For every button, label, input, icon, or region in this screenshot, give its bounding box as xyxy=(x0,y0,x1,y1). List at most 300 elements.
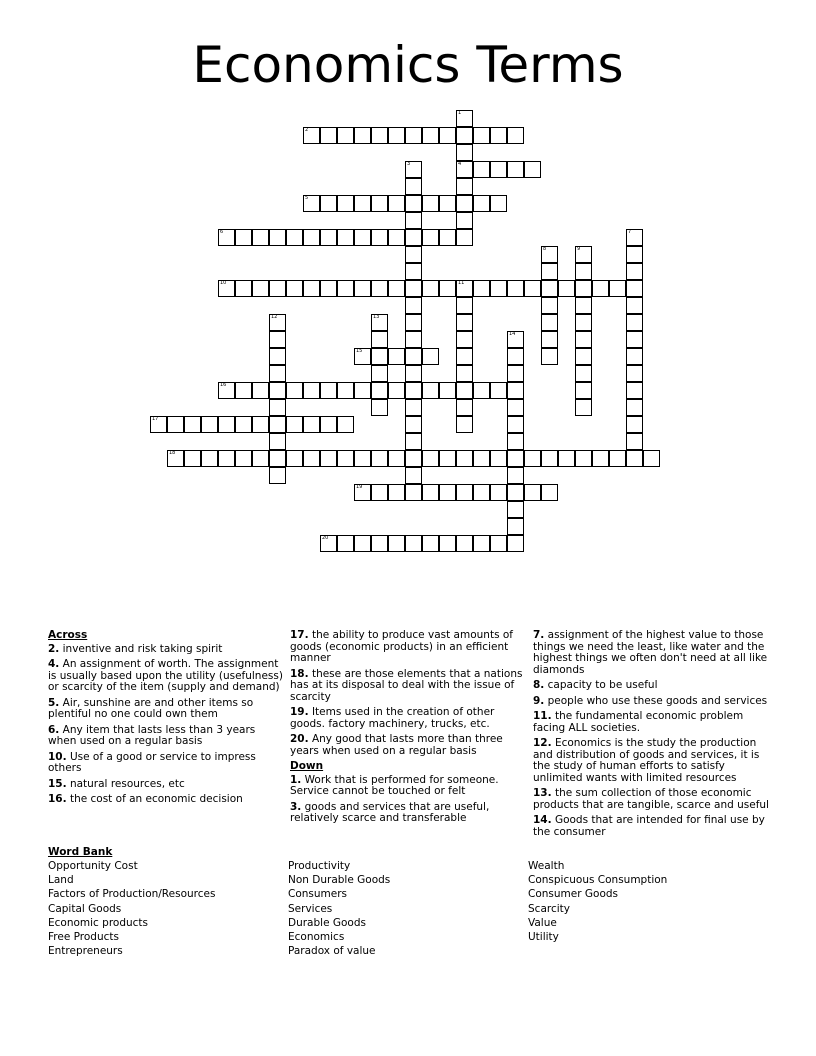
grid-cell[interactable] xyxy=(490,484,507,501)
grid-cell[interactable] xyxy=(490,161,507,178)
clue xyxy=(290,775,528,798)
grid-cell[interactable] xyxy=(320,535,337,552)
grid-cell[interactable] xyxy=(490,535,507,552)
clue-text: Economics is the study the production and distribution of goods and services, it is the study of human efforts to satisfy unlimited wants with limited resources xyxy=(533,737,760,784)
grid-cell[interactable] xyxy=(456,195,473,212)
grid-cell[interactable] xyxy=(371,382,388,399)
grid-cell[interactable] xyxy=(490,127,507,144)
grid-cell[interactable] xyxy=(490,450,507,467)
grid-cell[interactable] xyxy=(490,382,507,399)
grid-cell[interactable] xyxy=(558,450,575,467)
grid-cell[interactable] xyxy=(337,535,354,552)
clue xyxy=(290,630,528,665)
grid-cell[interactable] xyxy=(371,280,388,297)
grid-cell[interactable] xyxy=(456,416,473,433)
grid-cell[interactable] xyxy=(422,127,439,144)
grid-cell[interactable] xyxy=(473,280,490,297)
grid-cell[interactable] xyxy=(269,280,286,297)
grid-cell[interactable] xyxy=(626,280,643,297)
grid-cell[interactable] xyxy=(252,229,269,246)
grid-cell[interactable] xyxy=(456,484,473,501)
grid-cell[interactable] xyxy=(626,348,643,365)
grid-cell[interactable] xyxy=(541,297,558,314)
grid-cell[interactable] xyxy=(439,382,456,399)
grid-cell[interactable] xyxy=(541,246,558,263)
grid-cell[interactable] xyxy=(626,433,643,450)
grid-cell[interactable] xyxy=(286,382,303,399)
grid-cell[interactable] xyxy=(626,382,643,399)
grid-cell[interactable] xyxy=(507,127,524,144)
grid-cell[interactable] xyxy=(507,399,524,416)
clue-text: assignment of the highest value to those things we need the least, like water and the highest things we often don't need at all like diamonds xyxy=(533,629,768,676)
grid-cell[interactable] xyxy=(422,450,439,467)
word-bank-entry: Conspicuous Consumption xyxy=(528,874,668,887)
grid-cell[interactable] xyxy=(269,416,286,433)
clue xyxy=(48,725,286,748)
clue xyxy=(48,752,286,775)
grid-cell[interactable] xyxy=(405,450,422,467)
grid-cell[interactable] xyxy=(507,348,524,365)
grid-cell[interactable] xyxy=(405,348,422,365)
grid-cell[interactable] xyxy=(269,314,286,331)
grid-cell[interactable] xyxy=(286,229,303,246)
clue-number: 2. xyxy=(48,642,60,655)
grid-cell[interactable] xyxy=(388,127,405,144)
grid-cell[interactable] xyxy=(320,450,337,467)
grid-cell[interactable] xyxy=(524,484,541,501)
grid-cell[interactable] xyxy=(490,280,507,297)
grid-cell[interactable] xyxy=(337,416,354,433)
grid-cell[interactable] xyxy=(388,229,405,246)
clue xyxy=(48,659,286,694)
clue-text: the sum collection of those economic products that are tangible, scarce and useful xyxy=(533,787,769,811)
grid-cell[interactable] xyxy=(252,280,269,297)
grid-cell[interactable] xyxy=(405,365,422,382)
clue-text: Goods that are intended for final use by the consumer xyxy=(533,814,765,838)
grid-cell[interactable] xyxy=(626,450,643,467)
grid-cell[interactable] xyxy=(354,348,371,365)
clue-text: An assignment of worth. The assignment is usually based upon the utility (usefulness) or scarcity of the item (supply and demand) xyxy=(48,658,283,693)
grid-cell[interactable] xyxy=(405,535,422,552)
grid-cell[interactable] xyxy=(541,484,558,501)
grid-cell[interactable] xyxy=(507,501,524,518)
grid-cell[interactable] xyxy=(439,450,456,467)
clue-number: 8 xyxy=(543,246,547,252)
grid-cell[interactable] xyxy=(235,450,252,467)
grid-cell[interactable] xyxy=(575,331,592,348)
grid-cell[interactable] xyxy=(456,212,473,229)
grid-cell[interactable] xyxy=(456,144,473,161)
grid-cell[interactable] xyxy=(422,229,439,246)
grid-cell[interactable] xyxy=(218,229,235,246)
clue-text: inventive and risk taking spirit xyxy=(59,642,223,655)
grid-cell[interactable] xyxy=(507,535,524,552)
grid-cell[interactable] xyxy=(303,382,320,399)
grid-cell[interactable] xyxy=(507,382,524,399)
clue-number: 8. xyxy=(533,679,545,691)
grid-cell[interactable] xyxy=(218,416,235,433)
grid-cell[interactable] xyxy=(575,280,592,297)
grid-cell[interactable] xyxy=(473,450,490,467)
grid-cell[interactable] xyxy=(320,280,337,297)
grid-cell[interactable] xyxy=(167,416,184,433)
grid-cell[interactable] xyxy=(507,518,524,535)
grid-cell[interactable] xyxy=(507,161,524,178)
grid-cell[interactable] xyxy=(252,416,269,433)
word-bank xyxy=(48,845,112,859)
grid-cell[interactable] xyxy=(456,280,473,297)
puzzle-title: Economics Terms xyxy=(192,36,624,94)
clue-text: Use of a good or service to impress others xyxy=(48,750,256,774)
grid-cell[interactable] xyxy=(337,127,354,144)
grid-cell[interactable] xyxy=(303,450,320,467)
grid-cell[interactable] xyxy=(371,348,388,365)
grid-cell[interactable] xyxy=(337,450,354,467)
word-bank-entry: Free Products xyxy=(48,931,119,944)
clue xyxy=(533,711,771,734)
grid-cell[interactable] xyxy=(507,484,524,501)
grid-cell[interactable] xyxy=(626,399,643,416)
grid-cell[interactable] xyxy=(456,365,473,382)
grid-cell[interactable] xyxy=(354,280,371,297)
grid-cell[interactable] xyxy=(371,127,388,144)
grid-cell[interactable] xyxy=(541,450,558,467)
clue-number: 11 xyxy=(458,280,465,286)
clue-number: 13 xyxy=(373,314,380,320)
grid-cell[interactable] xyxy=(439,535,456,552)
grid-cell[interactable] xyxy=(354,382,371,399)
grid-cell[interactable] xyxy=(235,382,252,399)
grid-cell[interactable] xyxy=(643,450,660,467)
grid-cell[interactable] xyxy=(320,416,337,433)
grid-cell[interactable] xyxy=(235,416,252,433)
grid-cell[interactable] xyxy=(405,280,422,297)
grid-cell[interactable] xyxy=(286,280,303,297)
grid-cell[interactable] xyxy=(405,314,422,331)
clue-text: the cost of an economic decision xyxy=(66,793,243,805)
clue-text: Any item that lasts less than 3 years when used on a regular basis xyxy=(48,723,256,747)
grid-cell[interactable] xyxy=(473,484,490,501)
grid-cell[interactable] xyxy=(405,467,422,484)
grid-cell[interactable] xyxy=(201,416,218,433)
grid-cell[interactable] xyxy=(439,484,456,501)
grid-cell[interactable] xyxy=(592,450,609,467)
clue-text: people who use these goods and services xyxy=(544,694,768,707)
grid-cell[interactable] xyxy=(320,195,337,212)
grid-cell[interactable] xyxy=(524,280,541,297)
grid-cell[interactable] xyxy=(609,450,626,467)
grid-cell[interactable] xyxy=(473,161,490,178)
word-bank-entry: Productivity xyxy=(288,860,351,872)
grid-cell[interactable] xyxy=(422,382,439,399)
grid-cell[interactable] xyxy=(320,382,337,399)
grid-cell[interactable] xyxy=(371,484,388,501)
grid-cell[interactable] xyxy=(422,195,439,212)
grid-cell[interactable] xyxy=(405,297,422,314)
grid-cell[interactable] xyxy=(541,348,558,365)
grid-cell[interactable] xyxy=(422,535,439,552)
grid-cell[interactable] xyxy=(371,331,388,348)
grid-cell[interactable] xyxy=(252,450,269,467)
grid-cell[interactable] xyxy=(456,314,473,331)
clue-number: 13. xyxy=(533,787,552,799)
grid-cell[interactable] xyxy=(354,229,371,246)
grid-cell[interactable] xyxy=(626,314,643,331)
word-bank-entry: Economics xyxy=(288,931,345,944)
grid-cell[interactable] xyxy=(575,246,592,263)
grid-cell[interactable] xyxy=(405,433,422,450)
grid-cell[interactable] xyxy=(473,535,490,552)
clues-column-3 xyxy=(533,630,771,842)
grid-cell[interactable] xyxy=(541,331,558,348)
grid-cell[interactable] xyxy=(354,535,371,552)
grid-cell[interactable] xyxy=(252,382,269,399)
grid-cell[interactable] xyxy=(490,195,507,212)
grid-cell[interactable] xyxy=(439,229,456,246)
clue-text: the fundamental economic problem facing ALL societies. xyxy=(533,710,744,734)
grid-cell[interactable] xyxy=(371,365,388,382)
clue-number: 12 xyxy=(271,314,278,320)
grid-cell[interactable] xyxy=(405,331,422,348)
grid-cell[interactable] xyxy=(269,399,286,416)
grid-cell[interactable] xyxy=(150,416,167,433)
grid-cell[interactable] xyxy=(439,127,456,144)
grid-cell[interactable] xyxy=(422,484,439,501)
grid-cell[interactable] xyxy=(405,399,422,416)
grid-cell[interactable] xyxy=(269,331,286,348)
clue-number: 20 xyxy=(322,535,329,541)
clue-number: 19. xyxy=(290,706,309,718)
grid-cell[interactable] xyxy=(303,195,320,212)
grid-cell[interactable] xyxy=(507,450,524,467)
grid-cell[interactable] xyxy=(456,161,473,178)
grid-cell[interactable] xyxy=(405,195,422,212)
grid-cell[interactable] xyxy=(303,280,320,297)
grid-cell[interactable] xyxy=(354,484,371,501)
grid-cell[interactable] xyxy=(405,127,422,144)
grid-cell[interactable] xyxy=(337,382,354,399)
grid-cell[interactable] xyxy=(286,450,303,467)
grid-cell[interactable] xyxy=(388,382,405,399)
grid-cell[interactable] xyxy=(575,297,592,314)
grid-cell[interactable] xyxy=(167,450,184,467)
grid-cell[interactable] xyxy=(575,365,592,382)
clue xyxy=(290,734,528,757)
grid-cell[interactable] xyxy=(184,416,201,433)
clue-text: the ability to produce vast amounts of goods (economic products) in an efficient manner xyxy=(290,629,513,664)
grid-cell[interactable] xyxy=(456,229,473,246)
grid-cell[interactable] xyxy=(388,280,405,297)
grid-cell[interactable] xyxy=(269,365,286,382)
grid-cell[interactable] xyxy=(439,280,456,297)
grid-cell[interactable] xyxy=(507,433,524,450)
grid-cell[interactable] xyxy=(473,195,490,212)
word-bank-entry: Factors of Production/Resources xyxy=(48,888,216,901)
grid-cell[interactable] xyxy=(269,348,286,365)
grid-cell[interactable] xyxy=(507,280,524,297)
clue xyxy=(290,669,528,704)
grid-cell[interactable] xyxy=(405,161,422,178)
grid-cell[interactable] xyxy=(388,195,405,212)
grid-cell[interactable] xyxy=(524,161,541,178)
grid-cell[interactable] xyxy=(507,331,524,348)
grid-cell[interactable] xyxy=(524,450,541,467)
clue-number: 10. xyxy=(48,750,67,763)
grid-cell[interactable] xyxy=(320,229,337,246)
grid-cell[interactable] xyxy=(405,229,422,246)
grid-cell[interactable] xyxy=(575,399,592,416)
grid-cell[interactable] xyxy=(575,382,592,399)
grid-cell[interactable] xyxy=(184,450,201,467)
word-bank-entry: Non Durable Goods xyxy=(288,874,391,887)
grid-cell[interactable] xyxy=(269,229,286,246)
grid-cell[interactable] xyxy=(354,195,371,212)
clue-number: 7 xyxy=(628,229,632,235)
grid-cell[interactable] xyxy=(269,382,286,399)
grid-cell[interactable] xyxy=(405,484,422,501)
grid-cell[interactable] xyxy=(456,348,473,365)
grid-cell[interactable] xyxy=(575,314,592,331)
grid-cell[interactable] xyxy=(456,535,473,552)
grid-cell[interactable] xyxy=(405,416,422,433)
grid-cell[interactable] xyxy=(337,195,354,212)
clue xyxy=(533,630,771,676)
word-bank-entry: Economic products xyxy=(48,916,149,929)
word-bank-entry: Land xyxy=(48,874,74,887)
grid-cell[interactable] xyxy=(320,127,337,144)
grid-cell[interactable] xyxy=(303,127,320,144)
grid-cell[interactable] xyxy=(371,450,388,467)
grid-cell[interactable] xyxy=(507,365,524,382)
grid-cell[interactable] xyxy=(626,246,643,263)
grid-cell[interactable] xyxy=(201,450,218,467)
grid-cell[interactable] xyxy=(456,178,473,195)
grid-cell[interactable] xyxy=(286,416,303,433)
grid-cell[interactable] xyxy=(541,263,558,280)
clue-number: 2 xyxy=(305,127,309,133)
grid-cell[interactable] xyxy=(456,297,473,314)
down-heading: Down xyxy=(290,760,324,772)
clue-number: 19 xyxy=(356,484,363,490)
grid-cell[interactable] xyxy=(218,382,235,399)
grid-cell[interactable] xyxy=(388,450,405,467)
clue-number: 4. xyxy=(48,658,60,670)
grid-cell[interactable] xyxy=(337,280,354,297)
clue-number: 5 xyxy=(305,195,309,201)
grid-cell[interactable] xyxy=(371,399,388,416)
grid-cell[interactable] xyxy=(388,348,405,365)
grid-cell[interactable] xyxy=(626,365,643,382)
grid-cell[interactable] xyxy=(218,280,235,297)
grid-cell[interactable] xyxy=(541,314,558,331)
grid-cell[interactable] xyxy=(439,195,456,212)
clue-text: Items used in the creation of other goods. factory machinery, trucks, etc. xyxy=(290,706,495,730)
grid-cell[interactable] xyxy=(371,314,388,331)
clue-number: 18 xyxy=(169,450,176,456)
grid-cell[interactable] xyxy=(269,433,286,450)
grid-cell[interactable] xyxy=(269,467,286,484)
grid-cell[interactable] xyxy=(456,127,473,144)
clue xyxy=(533,696,771,708)
clue-number: 6. xyxy=(48,723,60,736)
grid-cell[interactable] xyxy=(405,263,422,280)
clue-number: 15. xyxy=(48,777,67,790)
clue xyxy=(290,802,528,825)
word-bank-heading: Word Bank xyxy=(48,846,113,858)
grid-cell[interactable] xyxy=(303,416,320,433)
word-bank-entry: Durable Goods xyxy=(288,916,366,929)
clue xyxy=(48,794,286,806)
grid-cell[interactable] xyxy=(371,195,388,212)
grid-cell[interactable] xyxy=(337,229,354,246)
grid-cell[interactable] xyxy=(541,280,558,297)
grid-cell[interactable] xyxy=(456,382,473,399)
clue xyxy=(533,680,771,692)
clue-text: Work that is performed for someone. Service cannot be touched or felt xyxy=(290,773,499,797)
grid-cell[interactable] xyxy=(592,280,609,297)
grid-cell[interactable] xyxy=(473,382,490,399)
grid-cell[interactable] xyxy=(558,280,575,297)
word-bank-entry: Wealth xyxy=(528,860,565,872)
grid-cell[interactable] xyxy=(405,246,422,263)
clue-number: 11. xyxy=(533,710,552,722)
grid-cell[interactable] xyxy=(626,297,643,314)
grid-cell[interactable] xyxy=(371,229,388,246)
grid-cell[interactable] xyxy=(422,348,439,365)
grid-cell[interactable] xyxy=(218,450,235,467)
grid-cell[interactable] xyxy=(456,331,473,348)
word-bank-entry: Value xyxy=(528,916,557,929)
grid-cell[interactable] xyxy=(456,399,473,416)
clue-number: 1 xyxy=(458,110,462,116)
clue-number: 4 xyxy=(458,161,462,167)
grid-cell[interactable] xyxy=(354,127,371,144)
grid-cell[interactable] xyxy=(371,535,388,552)
grid-cell[interactable] xyxy=(456,450,473,467)
grid-cell[interactable] xyxy=(303,229,320,246)
grid-cell[interactable] xyxy=(405,382,422,399)
grid-cell[interactable] xyxy=(388,535,405,552)
clue-number: 6 xyxy=(220,229,224,235)
grid-cell[interactable] xyxy=(473,127,490,144)
grid-cell[interactable] xyxy=(235,229,252,246)
grid-cell[interactable] xyxy=(269,450,286,467)
grid-cell[interactable] xyxy=(235,280,252,297)
grid-cell[interactable] xyxy=(575,263,592,280)
grid-cell[interactable] xyxy=(609,280,626,297)
word-bank-entry: Consumer Goods xyxy=(528,888,618,901)
grid-cell[interactable] xyxy=(405,178,422,195)
clues-column-2 xyxy=(290,630,528,829)
grid-cell[interactable] xyxy=(456,110,473,127)
grid-cell[interactable] xyxy=(422,280,439,297)
grid-cell[interactable] xyxy=(388,484,405,501)
grid-cell[interactable] xyxy=(626,331,643,348)
grid-cell[interactable] xyxy=(575,450,592,467)
clue-text: capacity to be useful xyxy=(544,679,658,691)
grid-cell[interactable] xyxy=(354,450,371,467)
grid-cell[interactable] xyxy=(626,416,643,433)
grid-cell[interactable] xyxy=(507,467,524,484)
grid-cell[interactable] xyxy=(626,263,643,280)
grid-cell[interactable] xyxy=(405,212,422,229)
grid-cell[interactable] xyxy=(575,348,592,365)
clue-text: natural resources, etc xyxy=(66,777,185,790)
clue-number: 3. xyxy=(290,800,302,813)
clue-number: 16. xyxy=(48,793,67,805)
grid-cell[interactable] xyxy=(626,229,643,246)
grid-cell[interactable] xyxy=(507,416,524,433)
